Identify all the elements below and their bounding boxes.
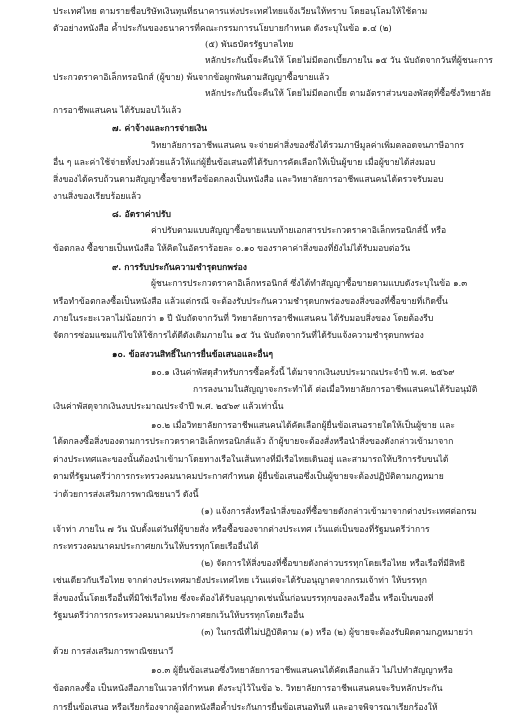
section-heading: ๙. การรับประกันความชำรุดบกพร่อง <box>112 262 247 273</box>
text-line: ตัวอย่างหนังสือ ค้ำประกันของธนาคารที่คณะกรรมการนโยบายกำหนด ดังระบุในข้อ ๑.๔ (๒) <box>53 24 392 35</box>
text-line: ตามที่รัฐมนตรีว่าการกระทรวงคมนาคมประกาศกำหนด ผู้ยื่นข้อเสนอซึ่งเป็นผู้ขายจะต้องปฏิบัติตามกฎหมาย <box>53 471 444 482</box>
text-line: การอาชีพแสนคน ได้รับมอบไว้แล้ว <box>53 106 182 117</box>
text-line: การลงนามในสัญญาจะกระทำได้ ต่อเมื่อวิทยาลัยการอาชีพแสนคนได้รับอนุมัติ <box>193 385 478 396</box>
section-heading: ๘. อัตราค่าปรับ <box>112 209 171 220</box>
text-line: ด้วย การส่งเสริมการพาณิชยนาวี <box>53 647 174 657</box>
text-line: (๑) แจ้งการสั่งหรือนำสิ่งของที่ซื้อขายดังกล่าวเข้ามาจากต่างประเทศต่อกรม <box>201 507 477 518</box>
text-line: หลักประกันนี้จะคืนให้ โดยไม่มีดอกเบี้ยภายใน ๑๕ วัน นับถัดจากวันที่ผู้ชนะการ <box>205 55 493 66</box>
text-line: (๒) จัดการให้สิ่งของที่ซื้อขายดังกล่าวบรรทุกโดยเรือไทย หรือเรือที่มีสิทธิ <box>201 559 466 570</box>
text-line: ได้ตกลงซื้อสิ่งของตามการประกวดราคาอิเล็กทรอนิกส์แล้ว ถ้าผู้ขายจะต้องสั่งหรือนำสิ่งของดังกล่าวเข้ามาจาก <box>53 437 454 448</box>
text-line: จัดการซ่อมแซมแก้ไขให้ใช้การได้ดีดังเดิมภายใน ๑๕ วัน นับถัดจากวันที่ได้รับแจ้งความชำรุดบกพร่อง <box>53 331 424 342</box>
text-line: งานสิ่งของเรียบร้อยแล้ว <box>53 191 142 202</box>
text-line: รัฐมนตรีว่าการกระทรวงคมนาคมประกาศยกเว้นให้บรรทุกโดยเรืออื่น <box>53 610 305 621</box>
text-line: วิทยาลัยการอาชีพแสนคน จะจ่ายค่าสิ่งของซึ่งได้รวมภาษีมูลค่าเพิ่มตลอดจนภาษีอากร <box>151 140 465 151</box>
text-line: ประเทศไทย ตามรายชื่อบริษัทเงินทุนที่ธนาคารแห่งประเทศไทยแจ้งเวียนให้ทราบ โดยอนุโลมให้ใช้ตาม <box>53 6 428 17</box>
text-line: สิ่งของนั้นโดยเรืออื่นที่มิใช่เรือไทย ซึ่งจะต้องได้รับอนุญาตเช่นนั้นก่อนบรรทุกของลงเรืออื่น หรือเป็นของที่ <box>53 593 434 604</box>
text-line: หลักประกันนี้จะคืนให้ โดยไม่มีดอกเบี้ย ตามอัตราส่วนของพัสดุที่ซื้อซึ่งวิทยาลัย <box>205 89 491 100</box>
text-line: ประกวดราคาอิเล็กทรอนิกส์ (ผู้ขาย) พ้นจากข้อผูกพันตามสัญญาซื้อขายแล้ว <box>53 72 330 83</box>
section-heading: ๑๐. ข้อสงวนสิทธิ์ในการยื่นข้อเสนอและอื่นๆ <box>112 350 273 361</box>
text-line: ๑๐.๒ เมื่อวิทยาลัยการอาชีพแสนคนได้คัดเลือกผู้ยื่นข้อเสนอรายใดให้เป็นผู้ขาย และ <box>151 420 455 431</box>
text-line: ข้อตกลง ซื้อขายเป็นหนังสือ ให้คิดในอัตราร้อยละ ๐.๑๐ ของราคาค่าสิ่งของที่ยังไม่ได้รับมอบต่อวัน <box>53 243 411 254</box>
text-line: เงินค่าพัสดุจากเงินงบประมาณประจำปี พ.ศ. ๒๕๖๙ แล้วเท่านั้น <box>53 402 284 413</box>
text-line: ว่าด้วยการส่งเสริมการพาณิชยนาวี ดังนี้ <box>53 489 199 500</box>
text-line: ๑๐.๓ ผู้ยื่นข้อเสนอซึ่งวิทยาลัยการอาชีพแสนคนได้คัดเลือกแล้ว ไม่ไปทำสัญญาหรือ <box>151 665 453 676</box>
text-line: อื่น ๆ และค่าใช้จ่ายทั้งปวงด้วยแล้วให้แก่ผู้ยื่นข้อเสนอที่ได้รับการคัดเลือกให้เป็นผู้ขาย เมื่อผู้ขายได้ส่งมอบ <box>53 158 436 169</box>
section-heading: ๗. ค่าจ้างและการจ่ายเงิน <box>112 123 208 134</box>
text-line: การยื่นข้อเสนอ หรือเรียกร้องจากผู้ออกหนังสือค้ำประกันการยื่นข้อเสนอทันที และอาจพิจารณาเรียกร้องให้ <box>53 702 438 713</box>
text-line: ข้อตกลงซื้อ เป็นหนังสือภายในเวลาที่กำหนด ดังระบุไว้ในข้อ ๖. วิทยาลัยการอาชีพแสนคนจะริบหลักประกัน <box>53 684 443 694</box>
text-line: หรือทำข้อตกลงซื้อเป็นหนังสือ แล้วแต่กรณี จะต้องรับประกันความชำรุดบกพร่องของสิ่งของที่ซื้อขายที่เกิดขึ้น <box>53 296 448 307</box>
text-line: ต่างประเทศและของนั้นต้องนำเข้ามาโดยทางเรือในเส้นทางที่มีเรือไทยเดินอยู่ และสามารถให้บริการรับขนได้ <box>53 455 449 466</box>
text-line: ภายในระยะเวลาไม่น้อยกว่า ๑ ปี นับถัดจากวันที่ วิทยาลัยการอาชีพแสนคน ได้รับมอบสิ่งของ โดยต้องรีบ <box>53 313 434 324</box>
text-line: กระทรวงคมนาคมประกาศยกเว้นให้บรรทุกโดยเรืออื่นได้ <box>53 541 259 552</box>
text-line: (๓) ในกรณีที่ไม่ปฏิบัติตาม (๑) หรือ (๒) ผู้ขายจะต้องรับผิดตามกฎหมายว่า <box>201 628 473 639</box>
text-line: ๑๐.๑ เงินค่าพัสดุสำหรับการซื้อครั้งนี้ ได้มาจากเงินงบประมาณประจำปี พ.ศ. ๒๕๖๙ <box>151 367 455 378</box>
text-line: สิ่งของได้ครบถ้วนตามสัญญาซื้อขายหรือข้อตกลงเป็นหนังสือ และวิทยาลัยการอาชีพแสนคนได้ตรวจรับมอบ <box>53 175 444 186</box>
text-line: เช่นเดียวกับเรือไทย จากต่างประเทศมายังประเทศไทย เว้นแต่จะได้รับอนุญาตจากกรมเจ้าท่า ให้บรรทุก <box>53 576 427 587</box>
text-line: เจ้าท่า ภายใน ๗ วัน นับตั้งแต่วันที่ผู้ขายสั่ง หรือซื้อของจากต่างประเทศ เว้นแต่เป็นของที่รัฐมนตรีว่าการ <box>53 524 430 535</box>
text-line: ค่าปรับตามแบบสัญญาซื้อขายแนบท้ายเอกสารประกวดราคาอิเล็กทรอนิกส์นี้ หรือ <box>151 226 447 237</box>
text-line: (๕) พันธบัตรรัฐบาลไทย <box>205 40 294 51</box>
text-line: ผู้ชนะการประกวดราคาอิเล็กทรอนิกส์ ซึ่งได้ทำสัญญาซื้อขายตามแบบดังระบุในข้อ ๑.๓ <box>151 279 468 290</box>
